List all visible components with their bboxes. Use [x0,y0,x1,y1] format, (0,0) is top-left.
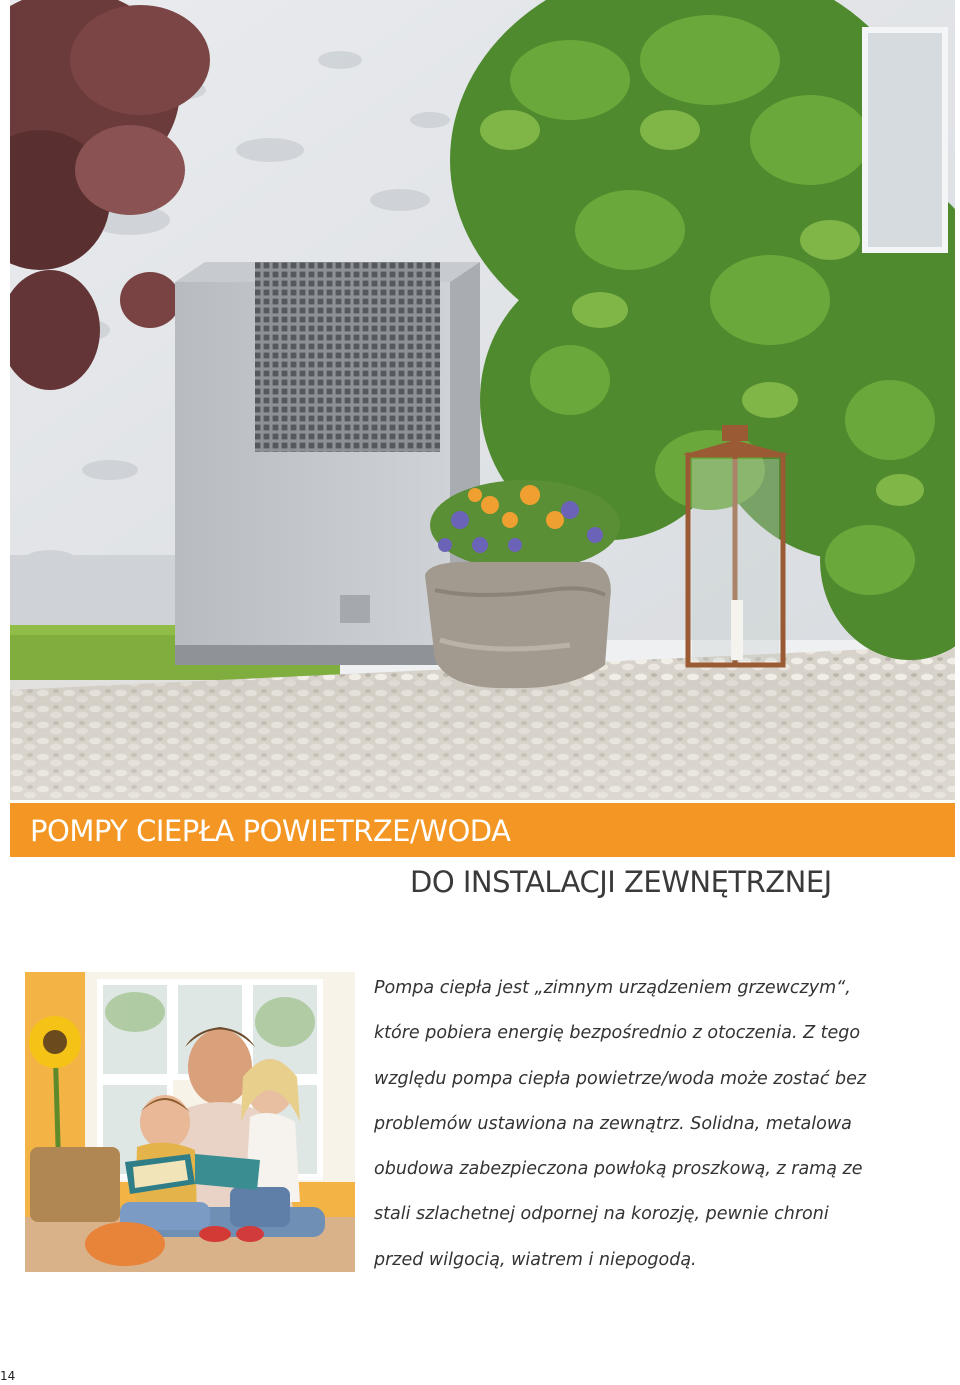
body-line: względu pompa ciepła powietrze/woda może zostać bez [374,1068,867,1089]
body-line: Pompa ciepła jest „zimnym urządzeniem grzewczym“, [374,978,851,998]
hero-photo-illustration [10,0,955,800]
page-subtitle: DO INSTALACJI ZEWNĘTRZNEJ [410,865,832,899]
title-band [10,803,955,857]
body-line: które pobiera energię bezpośrednio z otoczenia. Z tego [374,1023,861,1044]
family-photo-illustration [25,972,355,1272]
page-title: POMPY CIEPŁA POWIETRZE/WODA [30,814,511,848]
body-line: obudowa zabezpieczona powłoką proszkową, z ramą ze [374,1159,863,1180]
page-number: 14 [0,1369,16,1383]
body-line: stali szlachetnej odpornej na korozję, pewnie chroni [374,1204,829,1225]
body-line: przed wilgocią, wiatrem i niepogodą. [374,1249,697,1270]
hero-photo [10,0,955,800]
body-line: problemów ustawiona na zewnątrz. Solidna, metalowa [374,1113,852,1134]
body-paragraph [374,966,934,1283]
family-photo [25,972,355,1272]
